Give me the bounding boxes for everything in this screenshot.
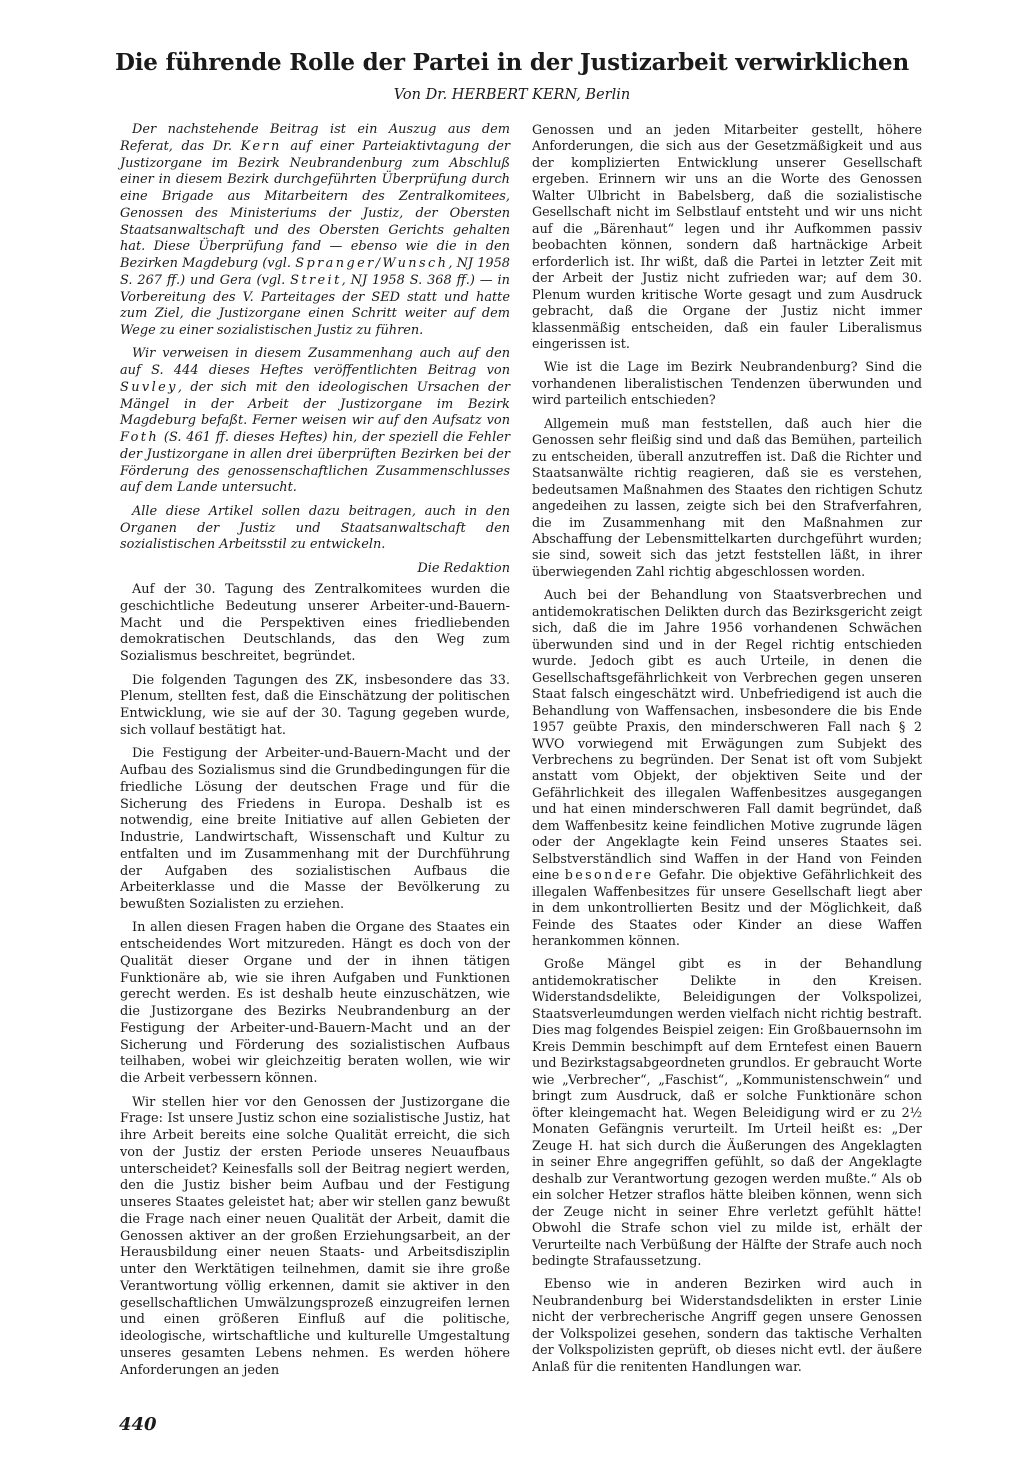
editorial-signature: Die Redaktion [417, 560, 510, 576]
body-paragraph: In allen diesen Fragen haben die Organe des Staates ein entscheidendes Wort mitzureden. Hängt es doch von der Qualität dieser Organe und der in ihnen tätigen Funktionäre ab, wie sie ihren Aufgaben und Funktionen gerecht werden. Es ist deshalb heute einzuschätzen, wie die Justizorgane des Bezirks Neubrandenburg an der Festigung der Arbeiter-und-Bauern-Macht und an der Sicherung und Förderung des sozialistischen Aufbaus teilhaben, wobei wir gleichzeitig beraten wollen, wie wir die Arbeit verbessern können. [120, 920, 510, 1087]
body-paragraph: Allgemein muß man feststellen, daß auch hier die Genossen sehr fleißig sind und daß das Bemühen, parteilich zu entscheiden, überall anzutreffen ist. Daß die Richter und Staatsanwälte richtig reagieren, daß sie es verstehen, bedeutsamen Maßnahmen des Staates den richtigen Schutz angedeihen zu lassen, zeigte sich bei den Strafverfahren, die im Zusammenhang mit den Maßnahmen zur Abschaffung der Lebensmittelkarten durchgeführt wurden; sie sind, soweit sich das jetzt feststellen läßt, in ihrer überwiegenden Zahl richtig abgeschlossen worden. [532, 415, 922, 579]
left-column [120, 122, 510, 1386]
citation-author: Streit [290, 272, 342, 288]
body-paragraph: Wie ist die Lage im Bezirk Neubrandenburg? Sind die vorhandenen liberalistischen Tendenzen überwunden und wird parteilich entschieden? [532, 359, 922, 408]
body-paragraph: Genossen und an jeden Mitarbeiter gestellt, höhere Anforderungen, die sich aus der Gesetzmäßigkeit und aus der komplizierten Entwicklung unserer Gesellschaft ergeben. Erinnern wir uns an die Worte des Genossen Walter Ulbricht in Babelsberg, daß die sozialistische Gesellschaft nicht im Selbstlauf entsteht und wir uns nicht auf die „Bärenhaut“ legen und ihr Aufkommen passiv beobachten können, sondern daß hartnäckige Arbeit erforderlich ist. Ihr wißt, daß die Partei in letzter Zeit mit der Arbeit der Justiz nicht zufrieden war; auf dem 30. Plenum wurden kritische Worte gesagt und zum Ausdruck gebracht, daß die Organe der Justiz nicht immer klassenmäßig entscheiden, daß ein fauler Liberalismus eingerissen ist. [532, 122, 922, 352]
body-paragraph: Auf der 30. Tagung des Zentralkomitees wurden die geschichtliche Bedeutung unserer Arbeiter-und-Bauern-Macht und die Perspektiven eines friedliebenden demokratischen Deutschlands, das den Weg zum Sozialismus beschreitet, begründet. [120, 582, 510, 665]
article-author: Von Dr. HERBERT KERN, Berlin [393, 87, 631, 103]
page-number: 440 [119, 1414, 157, 1435]
right-column [532, 122, 922, 1382]
citation-authors: Spranger/Wunsch [295, 256, 449, 271]
body-paragraph: Die folgenden Tagungen des ZK, insbesondere das 33. Plenum, stellten fest, daß die Einschätzung der politischen Entwicklung, wie sie auf der 30. Tagung gegeben wurde, sich vollauf bestätigt hat. [120, 672, 510, 738]
emphasized-word: besondere [564, 867, 654, 883]
reference-author: Suvley [120, 379, 178, 395]
body-paragraph: Ebenso wie in anderen Bezirken wird auch in Neubrandenburg bei Widerstandsdelikten in erster Linie nicht der verbrecherische Angriff gegen unsere Genossen der Volkspolizei gesehen, sondern das taktische Verhalten der Volkspolizisten geprüft, ob dieses nicht evtl. der äußere Anlaß für die renitenten Handlungen war. [532, 1276, 922, 1374]
author-name: Kern [240, 138, 282, 154]
intro-paragraph: Wir verweisen in diesem Zusammenhang auch auf den auf S. 444 dieses Heftes veröffentlichten Beitrag von Suvley, der sich mit den ideologischen Ursachen der Mängel in der Arbeit der Justizorgane im Bezirk Magdeburg befaßt. Ferner weisen wir auf den Aufsatz von Foth (S. 461 ff. dieses Heftes) hin, der speziell die Fehler der Justizorgane in allen drei überprüften Bezirken bei der Förderung des genossenschaftlichen Zusammenschlusses auf dem Lande untersucht. [120, 346, 510, 496]
article-title: Die führende Rolle der Partei in der Justizarbeit verwirklichen [114, 49, 910, 76]
body-paragraph: Wir stellen hier vor den Genossen der Justizorgane die Frage: Ist unsere Justiz schon eine sozialistische Justiz, hat ihre Arbeit bereits eine solche Qualität erreicht, die sich von der Justiz der ersten Periode unseres Neuaufbaus unterscheidet? Keinesfalls soll der Beitrag negiert werden, den die Justiz bisher beim Aufbau und der Festigung unseres Staates geleistet hat; aber wir stellen ganz bewußt die Frage nach einer neuen Qualität der Arbeit, damit die Genossen aktiver an der großen Erziehungsarbeit, an der Herausbildung einer neuen Staats- und Arbeitsdisziplin unter den Werktätigen teilnehmen, damit sie ihre große Verantwortung völlig erkennen, damit sie aktiver in den gesellschaftlichen Umwälzungsprozeß einzugreifen lernen und einen größeren Einfluß auf die politische, ideologische, wirtschaftliche und kulturelle Umgestaltung unseres gesamten Lebens nehmen. Es werden höhere Anforderungen an jeden [120, 1094, 510, 1378]
body-paragraph: Die Festigung der Arbeiter-und-Bauern-Macht und der Aufbau des Sozialismus sind die Grundbedingungen für die friedliche Lösung der deutschen Frage und für die Sicherung des Friedens in Europa. Deshalb ist es notwendig, eine breite Initiative auf allen Gebieten der Industrie, Landwirtschaft, Wissenschaft und Kultur zu entfalten und im Zusammenhang mit der Durchführung der Aufgaben des sozialistischen Aufbaus die Arbeiterklasse und die Masse der Bevölkerung zu bewußten Sozialisten zu erziehen. [120, 746, 510, 913]
reference-author: Foth [120, 430, 160, 446]
intro-paragraph: Der nachstehende Beitrag ist ein Auszug aus dem Referat, das Dr. Kern auf einer Parteiaktivtagung der Justizorgane im Bezirk Neubrandenburg zum Abschluß einer in diesem Bezirk durchgeführten Überprüfung durch eine Brigade aus Mitarbeitern des Zentralkomitees, Genossen des Ministeriums der Justiz, der Obersten Staatsanwaltschaft und des Obersten Gerichts gehalten hat. Diese Überprüfung fand — ebenso wie die in den Bezirken Magdeburg (vgl. Spranger/Wunsch, NJ 1958 S. 267 ff.) und Gera (vgl. Streit, NJ 1958 S. 368 ff.) — in Vorbereitung des V. Parteitages der SED statt und hatte zum Ziel, die Justizorgane einen Schritt weiter auf dem Wege zu einer sozialistischen Justiz zu führen. [120, 122, 511, 338]
editorial-intro [120, 122, 510, 578]
body-paragraph: Große Mängel gibt es in der Behandlung antidemokratischer Delikte in den Kreisen. Widerstandsdelikte, Beleidigungen der Volkspolizei, Staatsverleumdungen werden vielfach nicht richtig bestraft. Dies mag folgendes Beispiel zeigen: Ein Großbauernsohn im Kreis Demmin beschimpft auf dem Erntefest einen Bauern und Bezirkstagsabgeordneten grundlos. Er gebraucht Worte wie „Verbrecher“, „Faschist“, „Kommunistenschwein“ und bringt zum Ausdruck, daß er solche Funktionäre schon öfter kleingemacht hat. Wegen Beleidigung wird er zu 2½ Monaten Gefängnis verurteilt. Im Urteil heißt es: „Der Zeuge H. hat sich durch die Äußerungen des Angeklagten in seiner Ehre angegriffen gefühlt, so daß der Angeklagte deshalb zur Verantwortung gezogen werden mußte.“ Als ob ein solcher Hetzer straflos hätte bleiben können, wenn sich der Zeuge nicht in seiner Ehre verletzt gefühlt hätte! Obwohl die Strafe schon viel zu milde ist, erhält der Verurteilte nach Verbüßung der Hälfte der Strafe auch noch bedingte Strafaussetzung. [532, 956, 923, 1269]
intro-paragraph: Alle diese Artikel sollen dazu beitragen, auch in den Organen der Justiz und Staatsanwaltschaft den sozialistischen Arbeitsstil zu entwickeln. [120, 503, 510, 553]
body-paragraph: Auch bei der Behandlung von Staatsverbrechen und antidemokratischen Delikten durch das Bezirksgericht zeigt sich, daß die im Jahre 1956 vorhandenen Schwächen überwunden sind und in der Regel richtig entschieden wurde. Jedoch gibt es auch Urteile, in denen die Gesellschaftsgefährlichkeit von Verbrechen gegen unseren Staat falsch eingeschätzt wird. Unbefriedigend ist auch die Behandlung von Waffensachen, insbesondere die bis Ende 1957 geübte Praxis, den minderschweren Fall nach § 2 WVO vorwiegend mit Erwägungen zum Subjekt des Verbrechens zu begründen. Der Senat ist oft vom Subjekt anstatt vom Objekt, der objektiven Seite und der Gefährlichkeit des illegalen Waffenbesitzes ausgegangen und hat einen minderschweren Fall damit begründet, daß dem Waffenbesitz keine feindlichen Motive zugrunde lägen oder der Angeklagte kein Feind unseres Staates sei. Selbstverständlich sind Waffen in der Hand von Feinden eine besondere Gefahr. Die objektive Gefährlichkeit des illegalen Waffenbesitzes für unsere Gesellschaft liegt aber in dem unkontrollierten Besitz und der Möglichkeit, daß Feinde des Staates oder Kinder an diese Waffen herankommen können. [532, 587, 922, 949]
